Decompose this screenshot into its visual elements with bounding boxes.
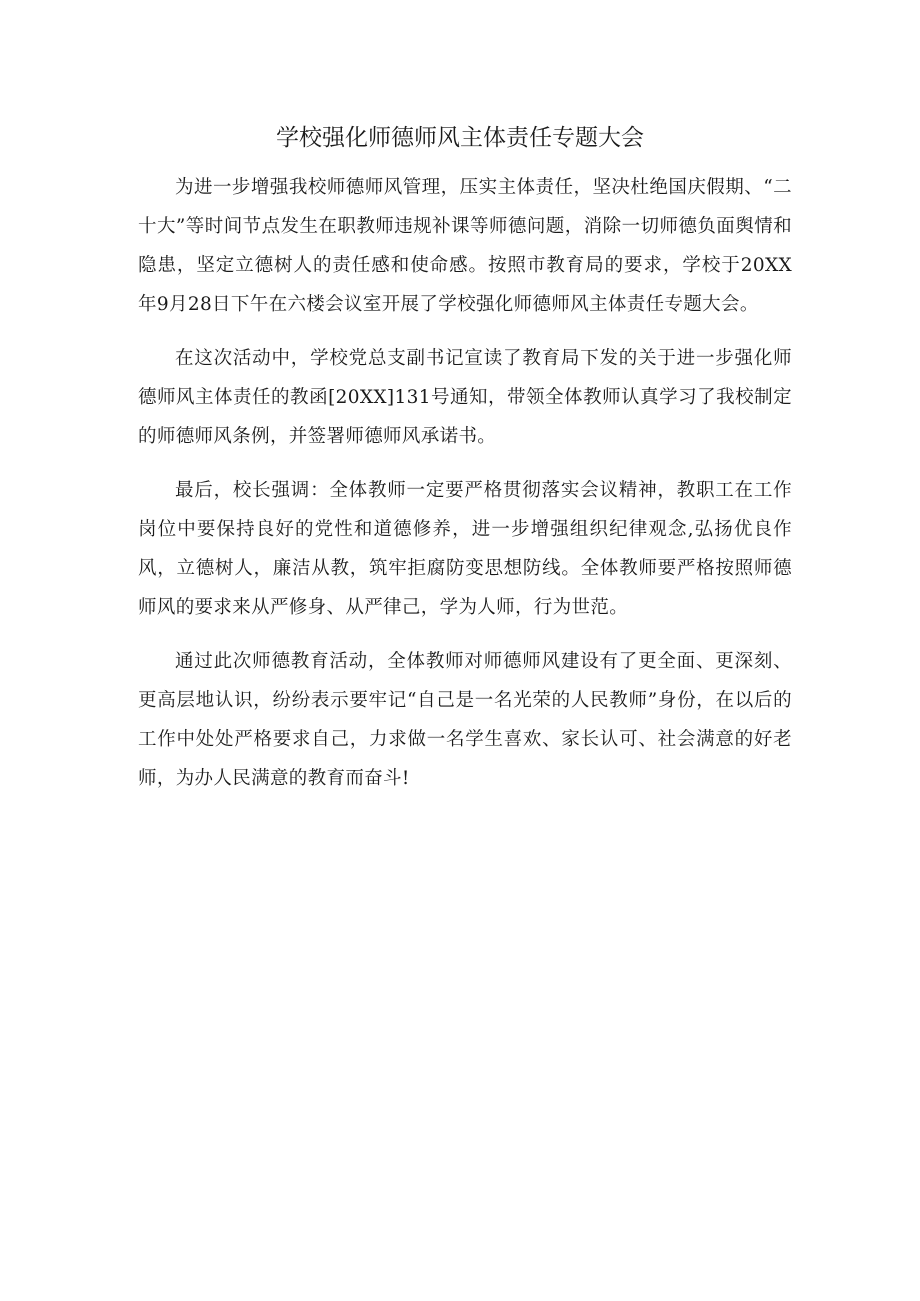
paragraph-activity: 在这次活动中，学校党总支副书记宣读了教育局下发的关于进一步强化师德师风主体责任的教函[20XX]131号通知，带领全体教师认真学习了我校制定的师德师风条例，并签署师德师风承诺书。 bbox=[138, 348, 792, 447]
paragraph-conclusion: 通过此次师德教育活动，全体教师对师德师风建设有了更全面、更深刻、更高层地认识，纷纷表示要牢记“自己是一名光荣的人民教师”身份，在以后的工作中处处严格要求自己，力求做一名学生喜欢、家长认可、社会满意的好老师，为办人民满意的教育而奋斗! bbox=[138, 651, 792, 789]
document-title: 学校强化师德师风主体责任专题大会 bbox=[276, 125, 644, 151]
paragraph-principal-remarks: 最后，校长强调：全体教师一定要严格贯彻落实会议精神，教职工在工作岗位中要保持良好的党性和道德修养，进一步增强组织纪律观念,弘扬优良作风，立德树人，廉洁从教，筑牢拒腐防变思想防线。全体教师要严格按照师德师风的要求来从严修身、从严律己，学为人师，行为世范。 bbox=[138, 480, 792, 618]
document-body bbox=[138, 168, 792, 813]
paragraph-intro: 为进一步增强我校师德师风管理，压实主体责任，坚决杜绝国庆假期、“二十大”等时间节点发生在职教师违规补课等师德问题，消除一切师德负面舆情和隐患，坚定立德树人的责任感和使命感。按照市教育局的要求，学校于20XX年9月28日下午在六楼会议室开展了学校强化师德师风主体责任专题大会。 bbox=[138, 177, 792, 315]
